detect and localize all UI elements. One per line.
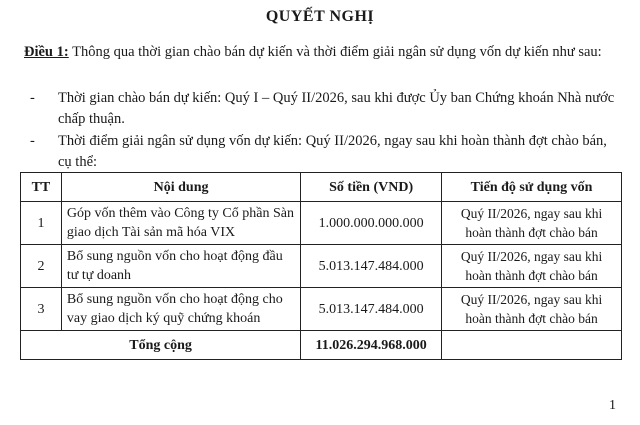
bullet-dash: - (30, 133, 35, 149)
bullet-text: Thời điểm giải ngân sử dụng vốn dự kiến: Quý II/2026, ngay sau khi hoàn thành đợt chào bán, cụ thể: (58, 133, 607, 170)
article-1-paragraph (24, 42, 620, 63)
row-amount: 5.013.147.484.000 (301, 288, 442, 331)
row-content: Bổ sung nguồn vốn cho hoạt động đầu tư tự doanh (61, 245, 300, 288)
row-amount: 5.013.147.484.000 (301, 245, 442, 288)
row-progress: Quý II/2026, ngay sau khi hoàn thành đợt chào bán (442, 202, 622, 245)
table-header-row (21, 173, 622, 202)
bullet-text: Thời gian chào bán dự kiến: Quý I – Quý II/2026, sau khi được Ủy ban Chứng khoán Nhà nước chấp thuận. (58, 90, 615, 127)
capital-allocation-table (20, 172, 622, 360)
row-content: Góp vốn thêm vào Công ty Cổ phần Sàn giao dịch Tài sản mã hóa VIX (61, 202, 300, 245)
header-content: Nội dung (61, 173, 300, 202)
total-empty-cell (442, 331, 622, 360)
header-progress: Tiến độ sử dụng vốn (442, 173, 622, 202)
article-text: Thông qua thời gian chào bán dự kiến và thời điểm giải ngân sử dụng vốn dự kiến như sau: (72, 44, 602, 60)
row-amount: 1.000.000.000.000 (301, 202, 442, 245)
row-progress: Quý II/2026, ngay sau khi hoàn thành đợt chào bán (442, 288, 622, 331)
header-amount: Số tiền (VND) (301, 173, 442, 202)
row-progress: Quý II/2026, ngay sau khi hoàn thành đợt chào bán (442, 245, 622, 288)
total-amount: 11.026.294.968.000 (301, 331, 442, 360)
table-total-row (21, 331, 622, 360)
row-number: 2 (21, 245, 62, 288)
page-number: 1 (609, 398, 616, 413)
table-row (21, 245, 622, 288)
total-label: Tổng cộng (21, 331, 301, 360)
table-row (21, 202, 622, 245)
table-row (21, 288, 622, 331)
bullet-dash: - (30, 90, 35, 106)
header-tt: TT (21, 173, 62, 202)
row-content: Bổ sung nguồn vốn cho hoạt động cho vay giao dịch ký quỹ chứng khoán (61, 288, 300, 331)
row-number: 3 (21, 288, 62, 331)
document-title: QUYẾT NGHỊ (265, 8, 375, 25)
article-label: Điều 1: (24, 44, 69, 60)
row-number: 1 (21, 202, 62, 245)
